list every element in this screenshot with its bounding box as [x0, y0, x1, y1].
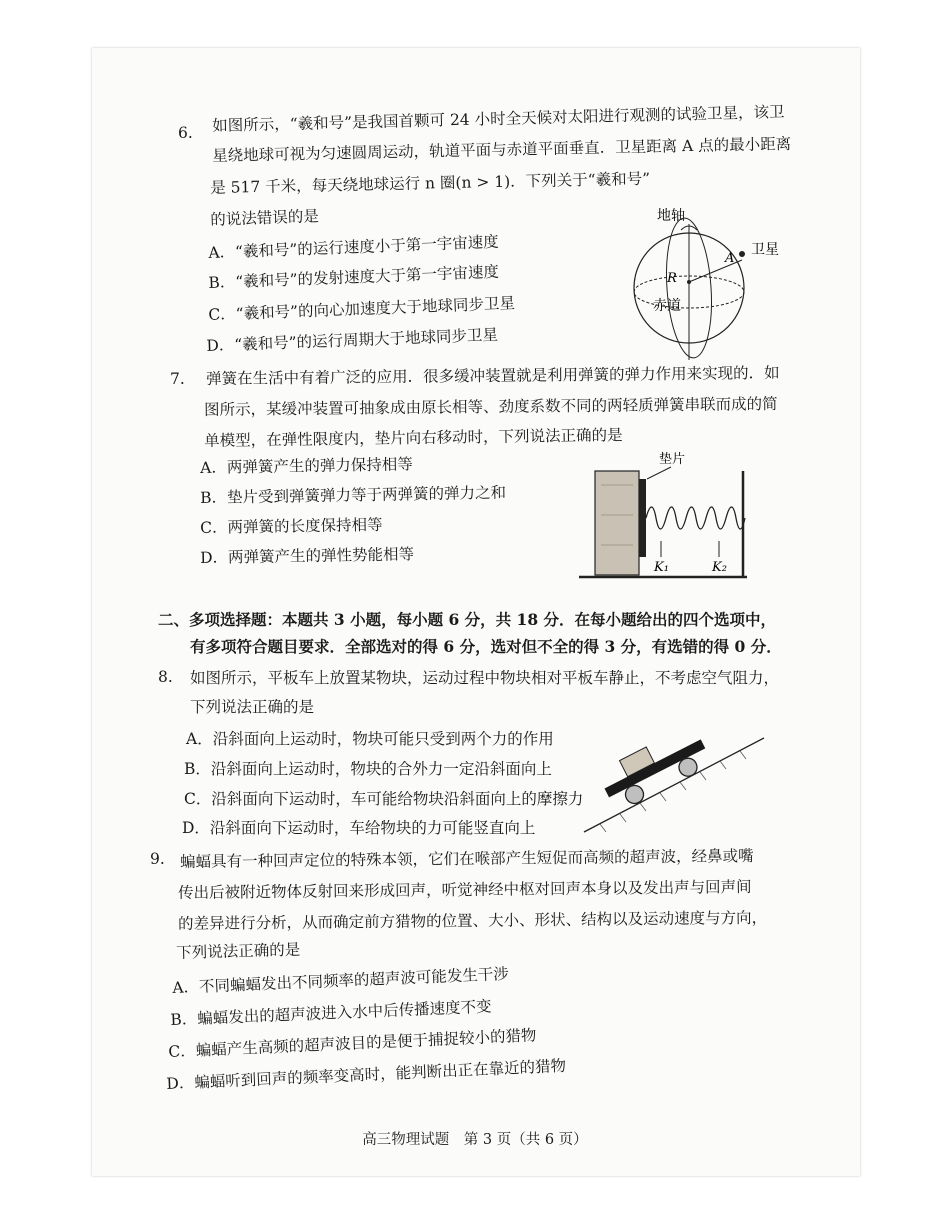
q6-option-b: B．“羲和号”的发射速度大于第一宇宙速度 [208, 262, 500, 292]
q8-option-b: B．沿斜面向上运动时，物块的合外力一定沿斜面向上 [184, 760, 552, 778]
radius-label: R [667, 271, 677, 286]
q6-stem-line-1: 如图所示，“羲和号”是我国首颗可 24 小时全天候对太阳进行观测的试验卫星，该卫 [212, 103, 785, 135]
q7-option-c: C．两弹簧的长度保持相等 [200, 515, 383, 537]
q7-stem-line-3: 单模型，在弹性限度内，垫片向右移动时，下列说法正确的是 [204, 426, 623, 450]
k1-label: K₁ [654, 560, 669, 575]
q6-option-d: D．“羲和号”的运行周期大于地球同步卫星 [206, 325, 499, 355]
q8-stem-line-1: 如图所示，平板车上放置某物块，运动过程中物块相对平板车静止，不考虑空气阻力， [190, 669, 780, 687]
q6-earth-satellite-figure [625, 200, 795, 370]
buffer-block [595, 471, 639, 575]
q9-option-a: A．不同蝙蝠发出不同频率的超声波可能发生干涉 [172, 964, 510, 997]
q8-number: 8. [158, 668, 173, 686]
q6-stem-line-2: 星绕地球可视为匀速圆周运动，轨道平面与赤道平面垂直．卫星距离 A 点的最小距离 [212, 134, 792, 165]
q7-option-b: B．垫片受到弹簧弹力等于两弹簧的弹力之和 [200, 483, 507, 507]
incline-surface [584, 738, 764, 832]
q8-option-a: A．沿斜面向上运动时，物块可能只受到两个力的作用 [186, 730, 554, 748]
satellite-label: 卫星 [751, 242, 779, 258]
q8-option-d: D．沿斜面向下运动时，车给物块的力可能竖直向上 [182, 819, 536, 837]
q8-stem-line-2: 下列说法正确的是 [190, 698, 315, 716]
q9-stem-line-4: 下列说法正确的是 [176, 940, 301, 962]
section2-header-line-2: 有多项符合题目要求．全部选对的得 6 分，选对但不全的得 3 分，有选错的得 0 分． [190, 637, 782, 656]
earth-axis-label: 地轴 [657, 208, 685, 224]
q6-option-a: A．“羲和号”的运行速度小于第一宇宙速度 [208, 232, 500, 262]
spring-coils [646, 507, 745, 529]
q9-option-d: D．蝙蝠听到回声的频率变高时，能判断出正在靠近的猎物 [166, 1056, 567, 1093]
q7-option-d: D．两弹簧产生的弹性势能相等 [200, 545, 415, 567]
satellite-dot [739, 251, 745, 257]
q9-stem-line-2: 传出后被附近物体反射回来形成回声，听觉神经中枢对回声本身以及发出声与回声间 [178, 877, 752, 902]
q7-spring-buffer-figure [575, 445, 765, 585]
pad-pointer-line [647, 467, 671, 479]
q9-stem-line-1: 蝙蝠具有一种回声定位的特殊本领，它们在喉部产生短促而高频的超声波，经鼻或嘴 [180, 846, 754, 871]
q7-stem-line-1: 弹簧在生活中有着广泛的应用．很多缓冲装置就是利用弹簧的弹力作用来实现的．如 [206, 363, 780, 388]
q8-option-c: C．沿斜面向下运动时，车可能给物块沿斜面向上的摩擦力 [184, 790, 584, 808]
q7-number: 7. [170, 370, 185, 388]
q9-stem-line-3: 的差异进行分析，从而确定前方猎物的位置、大小、形状、结构以及运动速度与方向， [178, 908, 768, 933]
point-a-label: A [725, 251, 735, 266]
q8-cart-incline-figure [580, 722, 770, 837]
q9-number: 9. [150, 850, 165, 868]
q6-option-c: C．“羲和号”的向心加速度大于地球同步卫星 [208, 294, 516, 324]
q6-stem-line-4: 的说法错误的是 [210, 207, 320, 229]
q7-stem-line-2: 图所示，某缓冲装置可抽象成由原长相等、劲度系数不同的两轻质弹簧串联而成的简 [204, 394, 778, 419]
q9-option-b: B．蝙蝠发出的超声波进入水中后传播速度不变 [170, 997, 492, 1029]
q7-option-a: A．两弹簧产生的弹力保持相等 [200, 455, 414, 477]
pad-label: 垫片 [659, 452, 686, 467]
pad-plate [639, 479, 646, 557]
q6-stem-line-3: 是 517 千米，每天绕地球运行 n 圈(n > 1)．下列关于“羲和号” [210, 169, 651, 197]
section2-header-line-1: 二、多项选择题：本题共 3 小题，每小题 6 分，共 18 分．在每小题给出的四个选项中， [158, 610, 777, 629]
q9-option-c: C．蝙蝠产生高频的超声波目的是便于捕捉较小的猎物 [168, 1026, 537, 1061]
k2-label: K₂ [712, 560, 727, 575]
equator-label: 赤道 [653, 298, 681, 314]
q6-number: 6. [178, 124, 193, 142]
earth-center-dot [687, 280, 691, 284]
page-footer: 高三物理试题 第 3 页（共 6 页） [362, 1132, 588, 1148]
